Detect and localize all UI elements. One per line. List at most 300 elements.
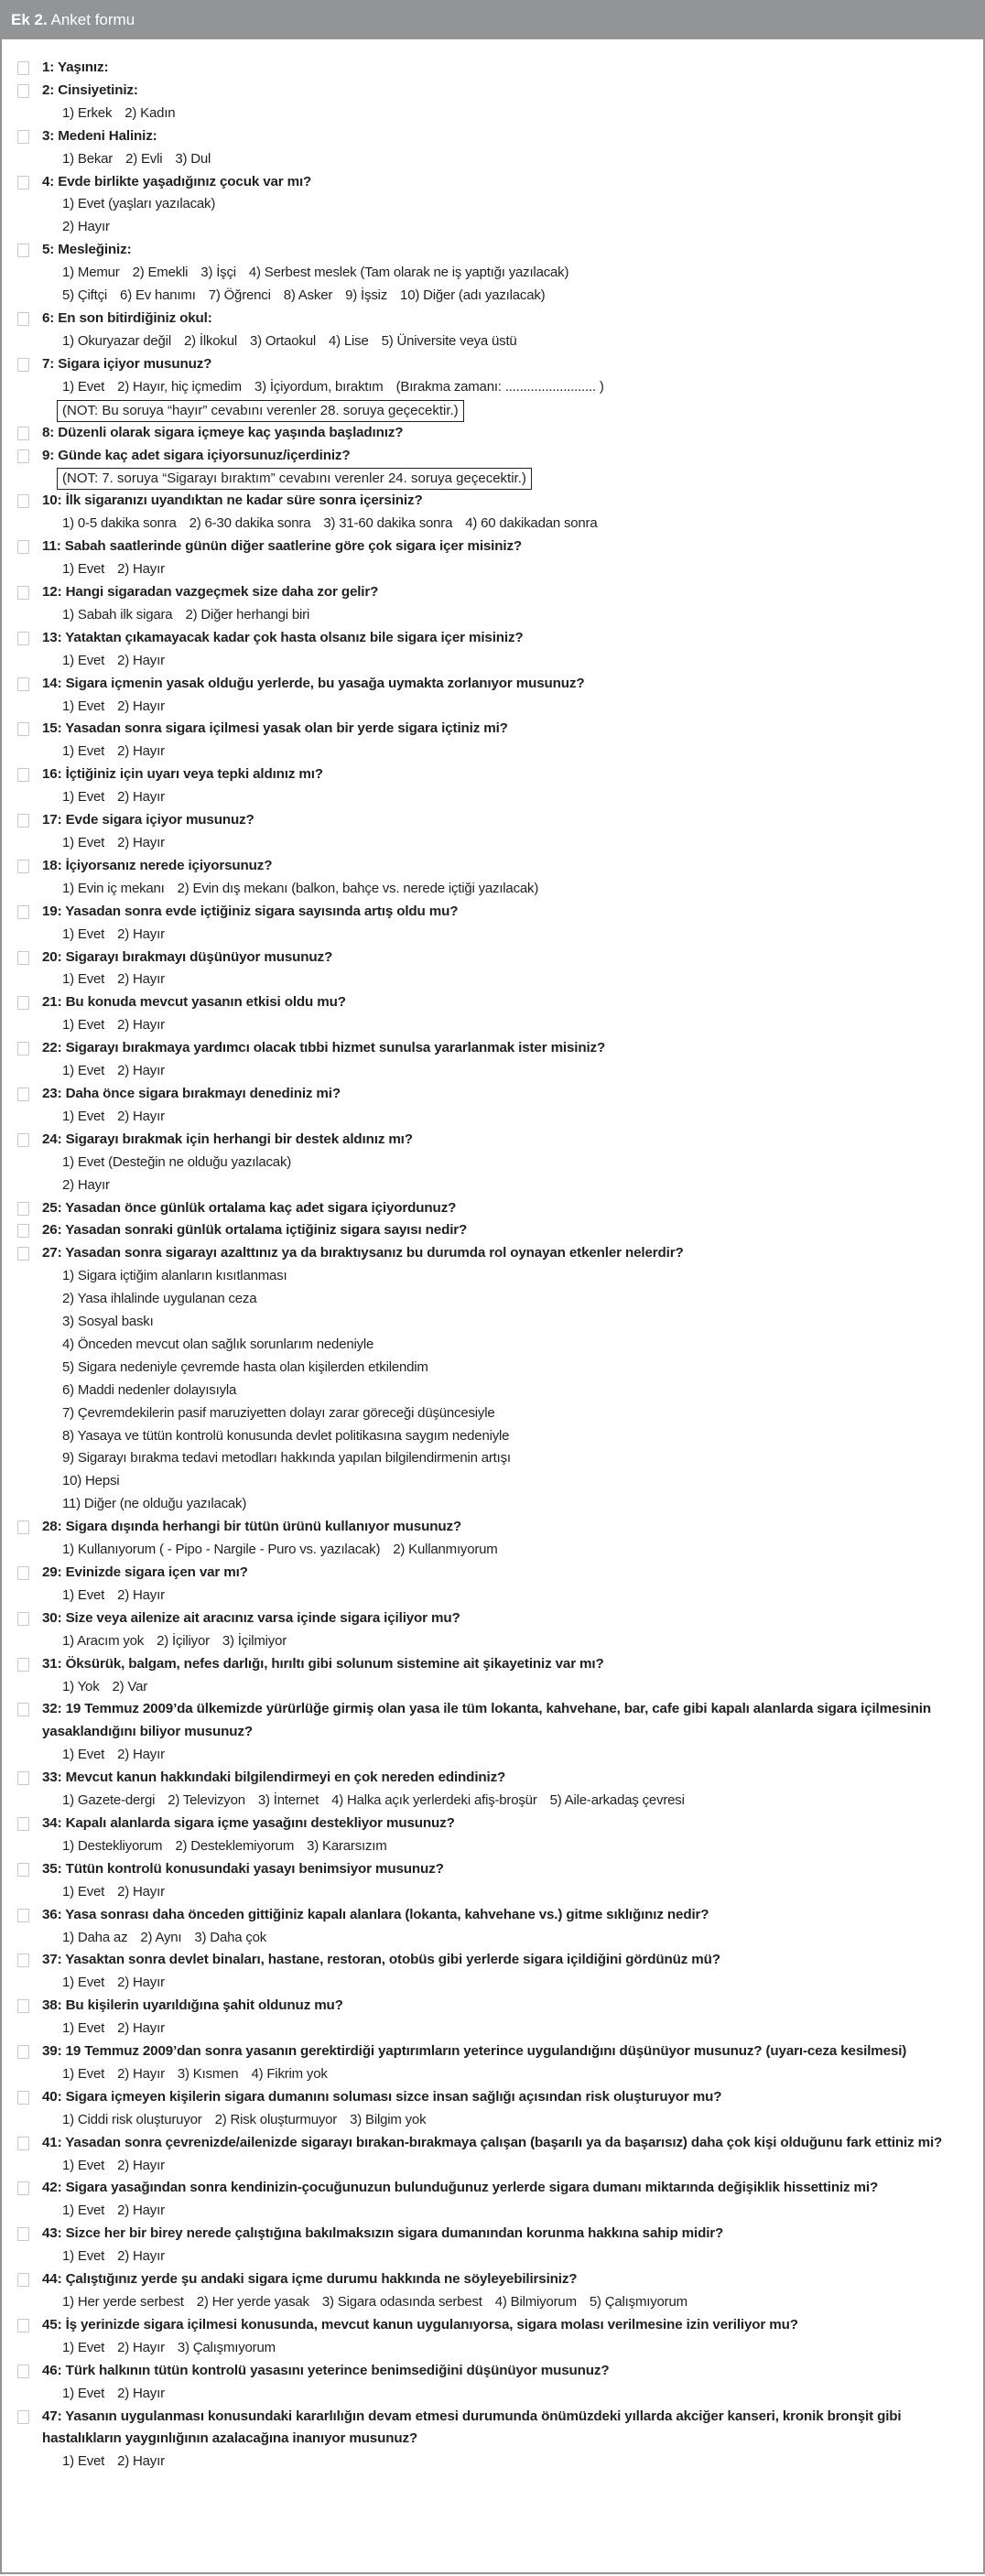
answer-option[interactable]: 3) Kararsızım [307,1837,387,1854]
question-text: 12: Hangi sigaradan vazgeçmek size daha zor gelir? [42,584,379,601]
answer-row [0,513,970,536]
question-37 [0,1949,970,1972]
answer-option[interactable]: 3) İçilmiyor [222,1632,287,1649]
question-text: 42: Sigara yasağından sonra kendinizin-çocuğunuzun bulunduğunuz yerlerde sigara dumanı miktarında değişiklik hissettiniz mi? [42,2180,879,2196]
answer-option[interactable]: 1) Evet [62,1108,105,1124]
question-item [0,1562,970,1607]
answer-option[interactable]: 2) Emekli [132,265,189,281]
answer-option[interactable]: 1) Evet [62,743,105,760]
question-item [0,1219,970,1242]
answer-option[interactable]: 1) Evet [62,1747,105,1763]
answer-row [0,2291,970,2314]
answer-option[interactable]: 5) Üniversite veya üstü [381,332,517,349]
checkbox-icon[interactable] [17,2227,29,2241]
answer-option[interactable]: 5) Sigara nedeniyle çevremde hasta olan kişilerden etkilendim [62,1358,428,1375]
checkbox-icon[interactable] [17,2045,29,2059]
question-40 [0,2086,970,2109]
answer-option[interactable]: 4) 60 dakikadan sonra [465,515,598,532]
question-item [0,1698,970,1767]
checkbox-icon[interactable] [17,1566,29,1580]
answer-option[interactable]: 2) Hayır [117,1586,165,1603]
question-item [0,1767,970,1813]
answer-option[interactable]: 3) Kısmen [177,2065,239,2082]
answer-option[interactable]: 1) Erkek [62,104,113,121]
answer-option[interactable]: 4) Halka açık yerlerdeki afiş-broşür [331,1792,537,1809]
question-45 [0,2314,970,2337]
answer-option[interactable]: 2) 6-30 dakika sonra [189,515,311,532]
answer-option[interactable]: 2) Hayır [117,2203,165,2219]
question-text: 23: Daha önce sigara bırakmayı denediniz mi? [42,1085,341,1101]
answer-row [0,1174,970,1197]
question-47 [0,2406,970,2452]
question-text: 5: Mesleğiniz: [42,242,132,258]
question-46 [0,2360,970,2383]
answer-option[interactable]: 2) Kadın [124,104,176,121]
answer-row [0,1402,970,1425]
question-text: 47: Yasanın uygulanması konusundaki kararlılığın devam etmesi durumunda önümüzdeki yıllarda akciğer kanseri, kronik bronşit gibi hastalıkların yaygınlığının azalacağına inanıyor musunuz? [42,2408,902,2447]
answer-option[interactable]: 1) Sigara içtiğim alanların kısıtlanması [62,1268,287,1284]
answer-option[interactable]: 1) Evet [62,789,105,806]
question-17 [0,809,970,832]
checkbox-icon[interactable] [17,1612,29,1626]
answer-row [0,1493,970,1516]
answer-row [0,1014,970,1037]
question-4 [0,171,970,194]
checkbox-icon[interactable] [17,1521,29,1534]
answer-row [0,262,970,285]
question-item [0,125,970,171]
answer-row [0,285,970,308]
question-text: 6: En son bitirdiğiniz okul: [42,309,212,326]
answer-option[interactable]: 5) Çiftçi [62,287,108,304]
question-item [0,422,970,445]
answer-option[interactable]: 3) Çalışmıyorum [177,2339,276,2355]
checkbox-icon[interactable] [17,2137,29,2150]
question-text: 20: Sigarayı bırakmayı düşünüyor musunuz? [42,948,333,965]
question-text: 1: Yaşınız: [42,60,109,75]
answer-option[interactable]: 4) Lise [328,332,369,349]
checkbox-icon[interactable] [17,951,29,965]
answer-option[interactable]: 2) Hayır [62,219,110,235]
question-text: 13: Yataktan çıkamayacak kadar çok hasta olsanız bile sigara içer misiniz? [42,629,524,645]
answer-option[interactable]: 2) Hayır [117,925,165,942]
question-5 [0,239,970,262]
form-title [11,0,135,39]
answer-option[interactable]: 2) Var [112,1678,148,1694]
answer-option[interactable]: 2) Hayır [117,2020,165,2037]
answer-row [0,1881,970,1904]
question-text: 37: Yasaktan sonra devlet binaları, hastane, restoran, otobüs gibi yerlerde sigara içildiğini gördünüz mü? [42,1952,720,1968]
question-text: 22: Sigarayı bırakmaya yardımcı olacak tıbbi hizmet sunulsa yararlanmak ister misiniz? [42,1040,606,1056]
question-item [0,57,970,80]
answer-option[interactable]: (Bırakma zamanı: ......................... ) [395,378,604,395]
question-item [0,1813,970,1858]
answer-option[interactable]: 2) Hayır [117,2453,165,2470]
answer-option[interactable]: 1) Evet [62,2339,105,2355]
answer-option[interactable]: 1) Evet [62,1883,105,1900]
answer-option[interactable]: 1) Yok [62,1678,100,1694]
answer-row [0,193,970,216]
answer-option[interactable]: 3) Dul [175,150,211,167]
checkbox-icon[interactable] [17,860,29,873]
checkbox-icon[interactable] [17,130,29,144]
answer-row [0,1972,970,1995]
question-35 [0,1858,970,1881]
note-row [0,467,970,490]
answer-option[interactable]: 3) 31-60 dakika sonra [323,515,453,532]
checkbox-icon[interactable] [17,996,29,1010]
answer-option[interactable]: 1) Evet [62,2385,105,2401]
question-item [0,1197,970,1220]
answer-option[interactable]: 1) Evet (yaşları yazılacak) [62,196,216,212]
answer-option[interactable]: 2) Hayır [117,743,165,760]
answer-option[interactable]: 1) Evet (Desteğin ne olduğu yazılacak) [62,1153,292,1170]
answer-option[interactable]: 2) Hayır [117,971,165,988]
question-item [0,239,970,308]
answer-option[interactable]: 1) Evet [62,2248,105,2265]
question-text: 35: Tütün kontrolü konusundaki yasayı benimsiyor musunuz? [42,1860,444,1877]
question-item [0,763,970,809]
checkbox-icon[interactable] [17,1247,29,1261]
answer-option[interactable]: 10) Diğer (adı yazılacak) [400,287,546,304]
question-item [0,2040,970,2086]
checkbox-icon[interactable] [17,2365,29,2378]
checkbox-icon[interactable] [17,449,29,463]
checkbox-icon[interactable] [17,2091,29,2105]
answer-option[interactable]: 1) Evet [62,2065,105,2082]
answer-option[interactable]: 2) Aynı [140,1929,182,1945]
question-28 [0,1516,970,1539]
answer-option[interactable]: 1) Ciddi risk oluşturuyor [62,2111,202,2127]
question-item [0,80,970,125]
answer-option[interactable]: 9) Sigarayı bırakma tedavi metodları hakkında yapılan bilgilendirmenin artışı [62,1450,511,1467]
answer-row [0,1357,970,1380]
answer-option[interactable]: 1) Evin iç mekanı [62,880,165,896]
question-25 [0,1197,970,1220]
question-item [0,2086,970,2132]
answer-option[interactable]: 11) Diğer (ne olduğu yazılacak) [62,1496,247,1512]
question-text: 41: Yasadan sonra çevrenizde/ailenizde sigarayı bırakan-bırakmaya çalışan (başarılı ya da başarısız) daha çok kişi olduğunu fark ettiniz mi? [42,2134,943,2150]
answer-option[interactable]: 1) Evet [62,698,105,714]
answer-option[interactable]: 2) Hayır [117,2157,165,2173]
answer-row [0,696,970,719]
checkbox-icon[interactable] [17,2319,29,2332]
question-text: 2: Cinsiyetiniz: [42,81,138,98]
checkbox-icon[interactable] [17,1133,29,1147]
answer-row [0,2451,970,2473]
answer-option[interactable]: 1) Okuryazar değil [62,332,171,349]
answer-row [0,2200,970,2223]
checkbox-icon[interactable] [17,1224,29,1238]
question-29 [0,1562,970,1585]
question-item [0,445,970,491]
checkbox-icon[interactable] [17,586,29,600]
checkbox-icon[interactable] [17,677,29,691]
answer-row [0,832,970,855]
answer-option[interactable]: 2) Hayır [117,2248,165,2265]
answer-option[interactable]: 2) Evin dış mekanı (balkon, bahçe vs. nerede içtiği yazılacak) [177,880,539,896]
answer-option[interactable]: 2) Evli [125,150,163,167]
answer-option[interactable]: 2) İçiliyor [157,1632,210,1649]
question-8 [0,422,970,445]
answer-option[interactable]: 2) Hayır [117,1108,165,1124]
answer-row [0,558,970,581]
answer-option[interactable]: 3) Ortaokul [249,332,316,349]
answer-option[interactable]: 1) Evet [62,2157,105,2173]
answer-option[interactable]: 2) Hayır [62,1176,110,1193]
answer-option[interactable]: 3) İnternet [257,1792,319,1809]
answer-option[interactable]: 1) Aracım yok [62,1632,145,1649]
question-text: 46: Türk halkının tütün kontrolü yasasını yeterince benimsediğini düşünüyor musunuz? [42,2362,610,2378]
checkbox-icon[interactable] [17,427,29,440]
answer-option[interactable]: 1) Gazete-dergi [62,1792,156,1809]
answer-option[interactable]: 6) Maddi nedenler dolayısıyla [62,1381,237,1398]
answer-option[interactable]: 4) Serbest meslek (Tam olarak ne iş yaptığı yazılacak) [248,265,569,281]
answer-option[interactable]: 2) Risk oluşturmuyor [214,2111,338,2127]
checkbox-icon[interactable] [17,1817,29,1831]
answer-option[interactable]: 1) Evet [62,1017,105,1034]
question-18 [0,855,970,878]
question-38 [0,1995,970,2018]
question-20 [0,947,970,969]
question-text: 3: Medeni Haliniz: [42,127,157,144]
answer-option[interactable]: 3) Daha çok [194,1929,267,1945]
answer-option[interactable]: 2) Hayır [117,698,165,714]
answer-option[interactable]: 1) Evet [62,971,105,988]
answer-option[interactable]: 5) Aile-arkadaş çevresi [549,1792,685,1809]
answer-row [0,1676,970,1699]
answer-option[interactable]: 9) İşsiz [345,287,388,304]
answer-option[interactable]: 1) 0-5 dakika sonra [62,515,177,532]
question-text: 21: Bu konuda mevcut yasanın etkisi oldu mu? [42,994,346,1011]
question-item [0,2406,970,2474]
answer-option[interactable]: 1) Evet [62,2203,105,2219]
answer-option[interactable]: 4) Fikrim yok [251,2065,328,2082]
answer-option[interactable]: 2) Televizyon [168,1792,245,1809]
question-item [0,1653,970,1699]
answer-option[interactable]: 2) Diğer herhangi biri [185,606,310,622]
question-14 [0,673,970,696]
question-text: 8: Düzenli olarak sigara içmeye kaç yaşında başladınız? [42,424,404,440]
checkbox-icon[interactable] [17,814,29,828]
question-text: 30: Size veya ailenize ait aracınız varsa içinde sigara içiliyor mu? [42,1609,460,1626]
answer-row [0,1835,970,1858]
answer-row [0,1106,970,1129]
question-7 [0,353,970,376]
answer-option[interactable]: 8) Yasaya ve tütün kontrolü konusunda devlet politikasına saygım nedeniyle [62,1427,510,1444]
checkbox-icon[interactable] [17,1771,29,1785]
question-item [0,1242,970,1516]
answer-row [0,103,970,125]
question-text: 38: Bu kişilerin uyarıldığına şahit oldunuz mu? [42,1997,343,2014]
answer-row [0,1265,970,1288]
question-3 [0,125,970,148]
checkbox-icon[interactable] [17,1658,29,1672]
checkbox-icon[interactable] [17,1088,29,1101]
answer-option[interactable]: 3) İçiyordum, bıraktım [254,378,384,395]
question-42 [0,2177,970,2200]
answer-option[interactable]: 2) Hayır [117,835,165,850]
answer-option[interactable]: 3) İşçi [200,265,236,281]
checkbox-icon[interactable] [17,2181,29,2195]
answer-option[interactable]: 8) Asker [283,287,333,304]
answer-option[interactable]: 2) Hayır [117,1017,165,1034]
note-row [0,399,970,422]
answer-option[interactable]: 2) Desteklemiyorum [175,1837,295,1854]
answer-row [0,969,970,991]
checkbox-icon[interactable] [17,905,29,919]
question-text: 17: Evde sigara içiyor musunuz? [42,812,254,828]
question-19 [0,901,970,924]
question-43 [0,2223,970,2246]
answer-option[interactable]: 2) Hayır [117,2065,165,2082]
checkbox-icon[interactable] [17,358,29,372]
question-item [0,1129,970,1197]
answer-option[interactable]: 2) Her yerde yasak [196,2294,309,2310]
answer-option[interactable]: 1) Evet [62,378,105,395]
checkbox-icon[interactable] [17,768,29,782]
question-41 [0,2132,970,2155]
answer-option[interactable]: 1) Memur [62,265,120,281]
question-13 [0,627,970,650]
answer-option[interactable]: 2) Hayır [117,1063,165,1079]
answer-option[interactable]: 1) Evet [62,1975,105,1991]
checkbox-icon[interactable] [17,1042,29,1055]
checkbox-icon[interactable] [17,176,29,189]
question-27 [0,1242,970,1265]
question-23 [0,1083,970,1106]
answer-row [0,1380,970,1402]
question-item [0,1037,970,1083]
answer-option[interactable]: 1) Evet [62,561,105,578]
checkbox-icon[interactable] [17,1999,29,2013]
answer-option[interactable]: 2) İlkokul [183,332,237,349]
answer-option[interactable]: 2) Hayır [117,1975,165,1991]
checkbox-icon[interactable] [17,2410,29,2424]
checkbox-icon[interactable] [17,312,29,326]
answer-option[interactable]: 2) Hayır [117,1883,165,1900]
question-item [0,809,970,855]
question-text: 10: İlk sigaranızı uyandıktan ne kadar süre sonra içersiniz? [42,492,423,509]
answer-row [0,1060,970,1083]
answer-option[interactable]: 1) Kullanıyorum ( - Pipo - Nargile - Puro vs. yazılacak) [62,1542,381,1558]
question-30 [0,1607,970,1630]
answer-option[interactable]: 2) Kullanmıyorum [393,1542,498,1558]
answer-option[interactable]: 6) Ev hanımı [120,287,196,304]
question-item [0,1949,970,1995]
answer-option[interactable]: 1) Sabah ilk sigara [62,606,173,622]
answer-option[interactable]: 1) Bekar [62,150,114,167]
question-text: 33: Mevcut kanun hakkındaki bilgilendirmeyi en çok nereden edindiniz? [42,1770,506,1786]
answer-row [0,2155,970,2178]
answer-option[interactable]: 3) Sosyal baskı [62,1314,154,1330]
answer-row [0,1539,970,1562]
question-item [0,353,970,422]
checkbox-icon[interactable] [17,61,29,75]
question-item [0,1995,970,2040]
checkbox-icon[interactable] [17,1954,29,1967]
answer-row [0,1470,970,1493]
checkbox-icon[interactable] [17,540,29,554]
question-31 [0,1653,970,1676]
answer-option[interactable]: 1) Evet [62,925,105,942]
checkbox-icon[interactable] [17,1202,29,1216]
skip-note: (NOT: Bu soruya “hayır” cevabını verenler 28. soruya geçecektir.) [57,400,464,422]
answer-option[interactable]: 1) Evet [62,2020,105,2037]
answer-option[interactable]: 2) Hayır [117,789,165,806]
question-2 [0,80,970,103]
question-36 [0,1904,970,1927]
answer-option[interactable]: 1) Evet [62,2453,105,2470]
question-22 [0,1037,970,1060]
question-text: 9: Günde kaç adet sigara içiyorsunuz/içerdiniz? [42,447,351,463]
checkbox-icon[interactable] [17,244,29,257]
question-item [0,2132,970,2178]
answer-option[interactable]: 3) Sigara odasında serbest [321,2294,482,2310]
question-15 [0,718,970,741]
checkbox-icon[interactable] [17,2273,29,2287]
question-text: 11: Sabah saatlerinde günün diğer saatlerine göre çok sigara içer misiniz? [42,538,523,555]
answer-option[interactable]: 3) Bilgim yok [350,2111,427,2127]
answer-option[interactable]: 4) Bilmiyorum [494,2294,577,2310]
answer-option[interactable]: 2) Hayır [117,1747,165,1763]
question-item [0,581,970,627]
answer-option[interactable]: 2) Hayır [117,2385,165,2401]
answer-option[interactable]: 7) Öğrenci [208,287,271,304]
question-1 [0,57,970,80]
answer-option[interactable]: 1) Her yerde serbest [62,2294,184,2310]
answer-option[interactable]: 1) Evet [62,1063,105,1079]
answer-option[interactable]: 4) Önceden mevcut olan sağlık sorunlarım nedeniyle [62,1336,374,1352]
question-item [0,1083,970,1129]
question-item [0,171,970,240]
answer-row [0,924,970,947]
answer-option[interactable]: 2) Hayır, hiç içmedim [117,378,242,395]
answer-option[interactable]: 2) Hayır [117,2339,165,2355]
answer-option[interactable]: 1) Evet [62,1586,105,1603]
questionnaire [0,57,970,2473]
checkbox-icon[interactable] [17,84,29,98]
answer-row [0,376,970,399]
checkbox-icon[interactable] [17,632,29,645]
question-6 [0,308,970,330]
answer-row [0,2246,970,2268]
answer-option[interactable]: 1) Evet [62,652,105,668]
answer-row [0,148,970,171]
answer-row [0,604,970,627]
question-text: 24: Sigarayı bırakmak için herhangi bir destek aldınız mı? [42,1131,413,1147]
question-item [0,901,970,947]
question-text: 31: Öksürük, balgam, nefes darlığı, hırıltı gibi solunum sistemine ait şikayetiniz var mı? [42,1655,604,1672]
question-item [0,673,970,719]
checkbox-icon[interactable] [17,1863,29,1877]
answer-option[interactable]: 2) Yasa ihlalinde uygulanan ceza [62,1291,257,1307]
answer-option[interactable]: 5) Çalışmıyorum [589,2294,687,2310]
checkbox-icon[interactable] [17,494,29,508]
answer-option[interactable]: 1) Destekliyorum [62,1837,163,1854]
checkbox-icon[interactable] [17,722,29,736]
checkbox-icon[interactable] [17,1703,29,1716]
answer-option[interactable]: 2) Hayır [117,652,165,668]
question-text: 25: Yasadan önce günlük ortalama kaç adet sigara içiyordunuz? [42,1199,457,1216]
checkbox-icon[interactable] [17,1909,29,1922]
answer-option[interactable]: 1) Daha az [62,1929,128,1945]
answer-option[interactable]: 1) Evet [62,835,105,850]
answer-option[interactable]: 7) Çevremdekilerin pasif maruziyetten dolayı zarar göreceği düşüncesiyle [62,1404,495,1421]
question-item [0,991,970,1037]
answer-option[interactable]: 10) Hepsi [62,1473,120,1489]
answer-option[interactable]: 2) Hayır [117,561,165,578]
